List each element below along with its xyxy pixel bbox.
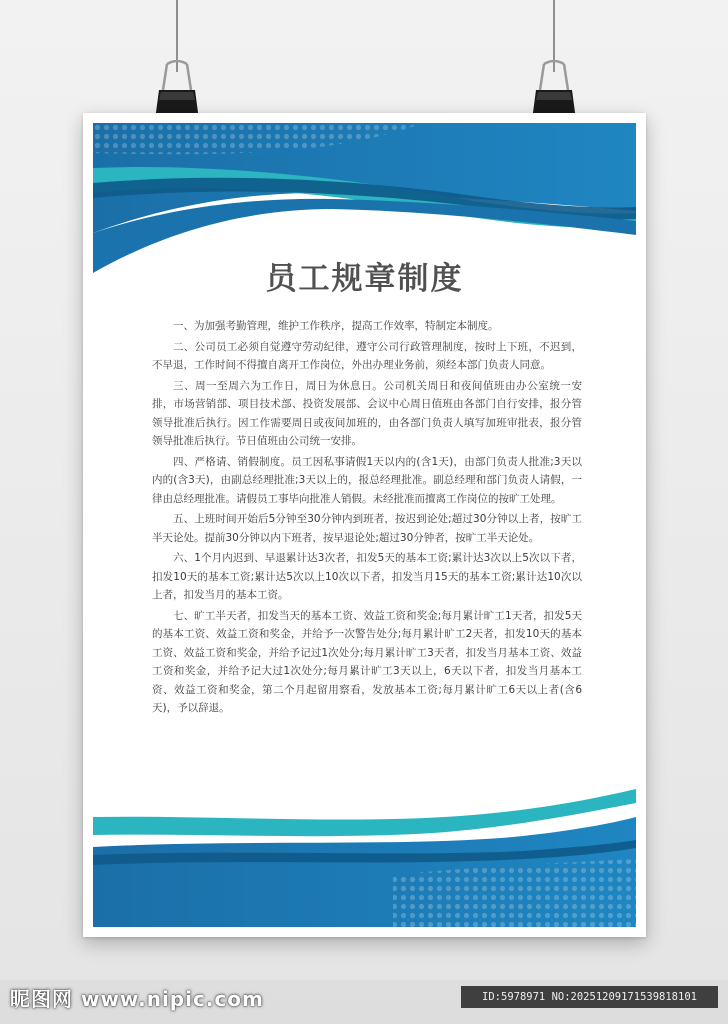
poster-title: 员工规章制度 xyxy=(265,261,464,297)
site-logo: 昵图网 www.nipic.com xyxy=(10,987,264,1011)
rule-paragraph-2: 二、公司员工必须自觉遵守劳动纪律，遵守公司行政管理制度，按时上下班，不迟到，不早退，工作时间不得擅自离开工作岗位，外出办理业务前，须经本部门负责人同意。 xyxy=(152,340,582,371)
rule-paragraph-1: 一、为加强考勤管理，维护工作秩序，提高工作效率，特制定本制度。 xyxy=(173,320,499,332)
rule-paragraph-4: 四、严格请、销假制度。员工因私事请假1天以内的(含1天)，由部门负责人批准;3天以内的(含3天)，由副总经理批准;3天以上的，报总经理批准。副总经理和部门负责人请假，一律由总经理批准。请假员工事毕向批准人销假。未经批准而擅离工作岗位的按旷工处理。 xyxy=(152,455,582,505)
bottom-wave-decoration xyxy=(93,785,636,927)
rule-paragraph-3: 三、周一至周六为工作日，周日为休息日。公司机关周日和夜间值班由办公室统一安排，市场营销部、项目技术部、投资发展部、会议中心周日值班由各部门自行安排，报分管领导批准后执行。因工作需要周日或夜间加班的，由各部门负责人填写加班审批表，报分管领导批准后执行。节日值班由公司统一安排。 xyxy=(152,379,582,447)
rule-paragraph-6: 六、1个月内迟到、早退累计达3次者，扣发5天的基本工资;累计达3次以上5次以下者，扣发10天的基本工资;累计达5次以上10次以下者，扣发当月15天的基本工资;累计达10次以上者，扣发当月的基本工资。 xyxy=(152,552,582,601)
image-id-label: ID:5978971 NO:20251209171539818101 xyxy=(461,986,718,1008)
rule-paragraph-7: 七、旷工半天者，扣发当天的基本工资、效益工资和奖金;每月累计旷工1天者，扣发5天的基本工资、效益工资和奖金，并给予一次警告处分;每月累计旷工2天者，扣发10天的基本工资、效益工资和奖金，并给予记过1次处分;每月累计旷工3天者，扣发当月基本工资、效益工资和奖金，并给予记大过1次处分;每月累计旷工3天以上，6天以下者，扣发当月基本工资、效益工资和奖金，第二个月起留用察看，发放基本工资;每月累计旷工6天以上者(含6天)，予以辞退。 xyxy=(152,609,582,714)
rules-body xyxy=(152,317,582,720)
poster-sheet xyxy=(83,113,646,937)
rule-paragraph-5: 五、上班时间开始后5分钟至30分钟内到班者，按迟到论处;超过30分钟以上者，按旷工半天论处。提前30分钟以内下班者，按早退论处;超过30分钟者，按旷工半天论处。 xyxy=(152,513,582,544)
